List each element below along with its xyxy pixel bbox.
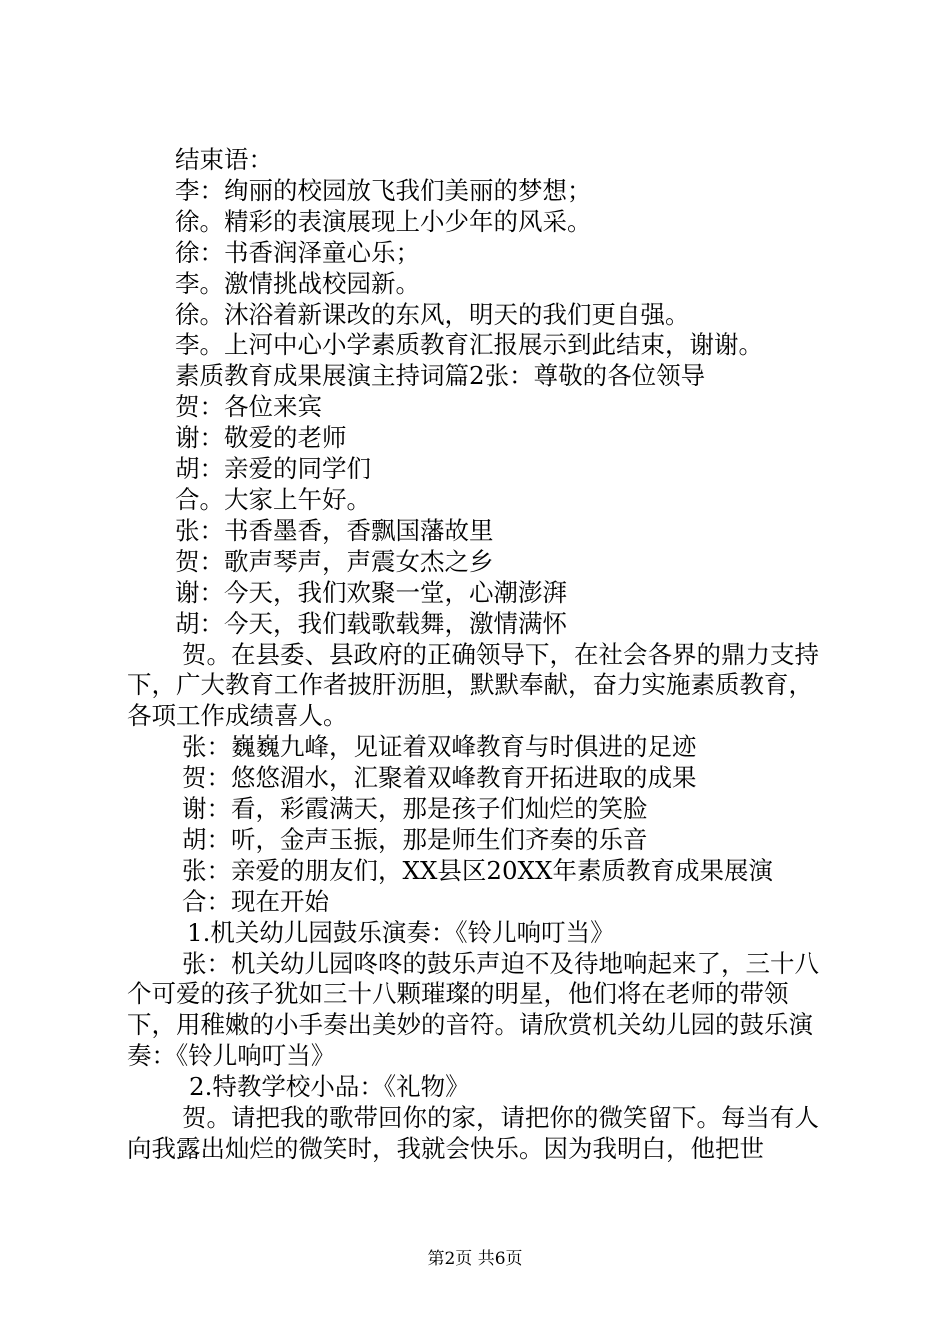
- paragraph-he-2: 贺：歌声琴声，声震女杰之乡: [175, 546, 494, 576]
- paragraph-he-1: 贺：各位来宾: [175, 392, 322, 422]
- paragraph-li-2: 李。激情挑战校园新。: [175, 268, 420, 298]
- paragraph-xu-3: 徐。沐浴着新课改的东风，明天的我们更自强。: [175, 299, 690, 329]
- document-body: [127, 145, 833, 1165]
- paragraph-hu-3: 胡：听，金声玉振，那是师生们齐奏的乐音: [182, 824, 648, 854]
- paragraph-closing-title: 结束语：: [175, 145, 273, 174]
- paragraph-hu-1: 胡：亲爱的同学们: [175, 454, 371, 484]
- paragraph-li-3: 李。上河中心小学素质教育汇报展示到此结束，谢谢。: [175, 330, 763, 360]
- paragraph-zhang-3: 张：亲爱的朋友们，XX县区20XX年素质教育成果展演: [182, 855, 773, 885]
- paragraph-he-all-2: 合：现在开始: [182, 886, 329, 916]
- paragraph-he-all-1: 合。大家上午好。: [175, 484, 371, 514]
- paragraph-he-5: 贺。请把我的歌带回你的家，请把你的微笑留下。每当有人向我露出灿烂的微笑时，我就会快乐。因为我明白，他把世: [127, 1103, 819, 1163]
- paragraph-he-3: 贺。在县委、县政府的正确领导下，在社会各界的鼎力支持下，广大教育工作者披肝沥胆，默默奉献，奋力实施素质教育，各项工作成绩喜人。: [127, 639, 819, 731]
- paragraph-zhang-2: 张：巍巍九峰，见证着双峰教育与时俱进的足迹: [182, 732, 697, 762]
- paragraph-program-2: 2.特教学校小品：《礼物》: [189, 1072, 470, 1102]
- paragraph-program-1: 1.机关幼儿园鼓乐演奏：《铃儿响叮当》: [187, 917, 615, 947]
- paragraph-xu-1: 徐。精彩的表演展现上小少年的风采。: [175, 206, 592, 236]
- page-number: 第2页 共6页: [427, 1249, 523, 1269]
- paragraph-xu-2: 徐：书香润泽童心乐；: [175, 237, 420, 267]
- page-footer: [0, 1244, 950, 1269]
- paragraph-he-4: 贺：悠悠湄水，汇聚着双峰教育开拓进取的成果: [182, 763, 697, 793]
- paragraph-xie-1: 谢：敬爱的老师: [175, 423, 347, 453]
- paragraph-hu-2: 胡：今天，我们载歌载舞，激情满怀: [175, 608, 567, 638]
- paragraph-zhang-1: 张：书香墨香，香飘国藩故里: [175, 515, 494, 545]
- paragraph-zhang-4: 张：机关幼儿园咚咚的鼓乐声迫不及待地响起来了，三十八个可爱的孩子犹如三十八颗璀璨的明星，他们将在老师的带领下，用稚嫩的小手奏出美妙的音符。请欣赏机关幼儿园的鼓乐演奏：《铃儿响叮当》: [127, 948, 819, 1071]
- paragraph-xie-3: 谢：看，彩霞满天，那是孩子们灿烂的笑脸: [182, 794, 648, 824]
- paragraph-section-heading: 素质教育成果展演主持词篇2张：尊敬的各位领导: [175, 361, 706, 391]
- paragraph-xie-2: 谢：今天，我们欢聚一堂，心潮澎湃: [175, 577, 567, 607]
- paragraph-li-1: 李：绚丽的校园放飞我们美丽的梦想；: [175, 175, 592, 205]
